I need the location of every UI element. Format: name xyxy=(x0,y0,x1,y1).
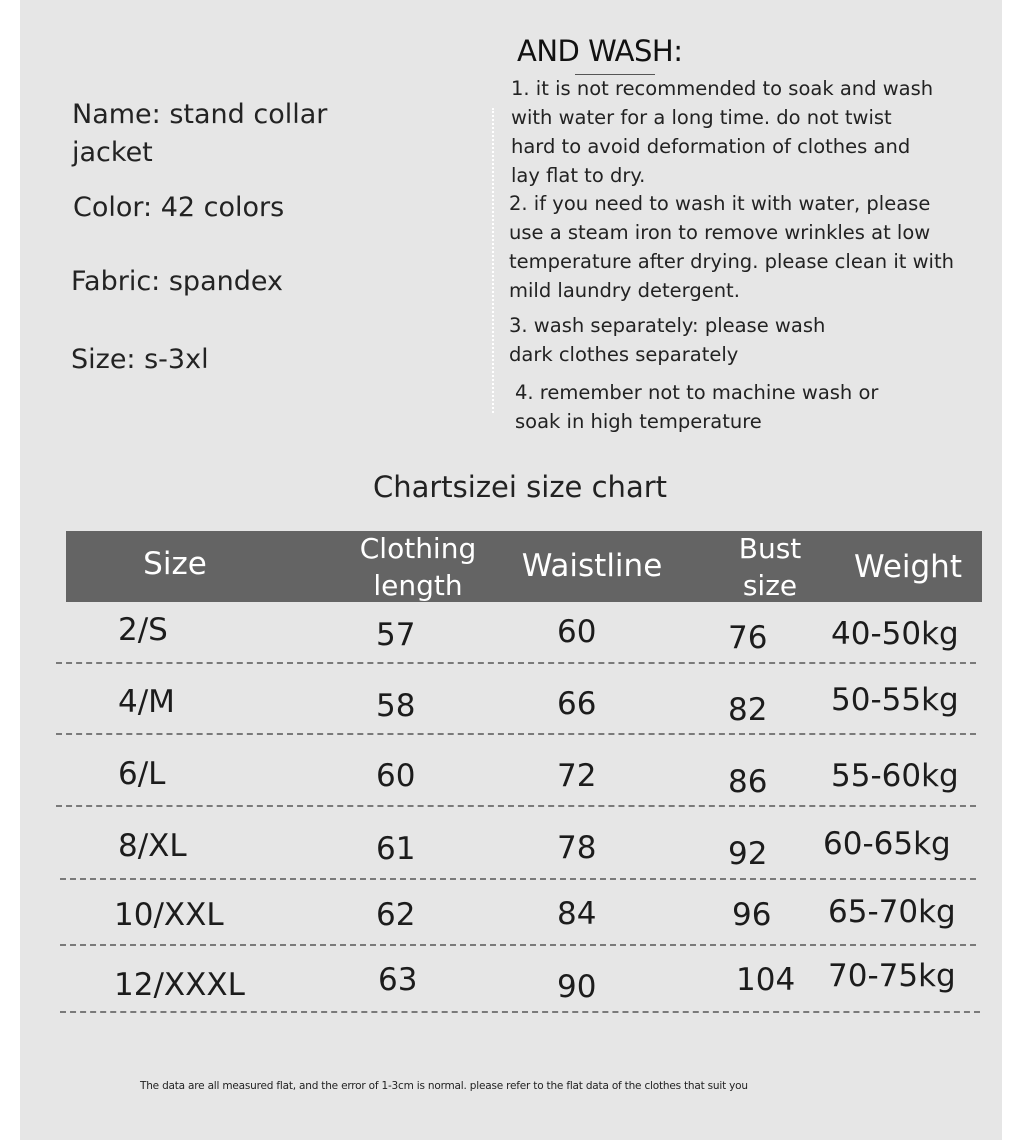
wash-instruction-3 xyxy=(509,311,825,369)
wash-line: 1. it is not recommended to soak and wash xyxy=(511,77,934,100)
wash-line: hard to avoid deformation of clothes and xyxy=(511,135,911,158)
product-name-line-2: jacket xyxy=(72,137,153,168)
product-fabric: Fabric: spandex xyxy=(71,266,283,297)
cell-bust-size: 92 xyxy=(728,836,768,872)
cell-bust-size: 104 xyxy=(736,962,796,998)
cell-weight: 50-55kg xyxy=(831,682,959,718)
row-divider xyxy=(56,733,976,735)
product-size: Size: s-3xl xyxy=(71,344,209,375)
cell-size: 6/L xyxy=(118,756,166,792)
cell-waistline: 78 xyxy=(557,830,597,866)
cell-size: 4/M xyxy=(118,684,175,720)
wash-line: lay flat to dry. xyxy=(511,164,646,187)
cell-bust-size: 96 xyxy=(732,897,772,933)
cell-clothing-length: 60 xyxy=(376,758,416,794)
product-name xyxy=(72,96,327,172)
wash-line: 4. remember not to machine wash or xyxy=(515,381,879,404)
header-size: Size xyxy=(143,546,207,582)
cell-size: 12/XXXL xyxy=(114,967,245,1003)
header-bust-size xyxy=(710,530,830,604)
header-line: Clothing xyxy=(359,532,477,565)
wash-line: dark clothes separately xyxy=(509,343,739,366)
cell-bust-size: 76 xyxy=(728,620,768,656)
wash-line: with water for a long time. do not twist xyxy=(511,106,892,129)
row-divider xyxy=(60,878,976,880)
cell-waistline: 72 xyxy=(557,758,597,794)
footnote: The data are all measured flat, and the error of 1-3cm is normal. please refer to the flat data of the clothes that suit you xyxy=(140,1080,748,1092)
cell-clothing-length: 57 xyxy=(376,617,416,653)
cell-bust-size: 82 xyxy=(728,692,768,728)
cell-weight: 40-50kg xyxy=(831,616,959,652)
cell-weight: 55-60kg xyxy=(831,758,959,794)
wash-line: soak in high temperature xyxy=(515,410,762,433)
cell-weight: 70-75kg xyxy=(828,958,956,994)
cell-waistline: 90 xyxy=(557,969,597,1005)
wash-line: mild laundry detergent. xyxy=(509,279,740,302)
row-divider xyxy=(60,944,976,946)
cell-size: 2/S xyxy=(118,612,168,648)
wash-line: use a steam iron to remove wrinkles at low xyxy=(509,221,931,244)
header-clothing-length xyxy=(338,530,498,604)
wash-instruction-1 xyxy=(511,74,933,190)
cell-waistline: 66 xyxy=(557,686,597,722)
cell-clothing-length: 58 xyxy=(376,688,416,724)
wash-line: 2. if you need to wash it with water, please xyxy=(509,192,931,215)
wash-line: temperature after drying. please clean it with xyxy=(509,250,954,273)
row-divider xyxy=(56,662,976,664)
cell-size: 10/XXL xyxy=(114,897,224,933)
header-waistline: Waistline xyxy=(521,548,663,584)
header-line: Bust xyxy=(738,532,802,565)
header-line: length xyxy=(373,569,463,602)
product-color: Color: 42 colors xyxy=(73,192,285,223)
cell-waistline: 60 xyxy=(557,614,597,650)
chart-title: Chartsizei size chart xyxy=(372,470,668,504)
wash-instruction-4 xyxy=(515,378,878,436)
cell-weight: 60-65kg xyxy=(823,826,951,862)
size-chart-card xyxy=(20,0,1002,1140)
cell-size: 8/XL xyxy=(118,828,187,864)
wash-line: 3. wash separately: please wash xyxy=(509,314,826,337)
cell-weight: 65-70kg xyxy=(828,894,956,930)
cell-clothing-length: 62 xyxy=(376,897,416,933)
wash-title: AND WASH: xyxy=(517,34,683,68)
header-weight: Weight xyxy=(853,549,962,585)
row-divider xyxy=(60,1011,980,1013)
wash-instruction-2 xyxy=(509,189,954,305)
divider xyxy=(492,108,494,413)
cell-clothing-length: 61 xyxy=(376,831,416,867)
row-divider xyxy=(56,805,976,807)
product-name-line-1: Name: stand collar xyxy=(72,99,328,130)
cell-clothing-length: 63 xyxy=(378,962,418,998)
cell-waistline: 84 xyxy=(557,896,597,932)
cell-bust-size: 86 xyxy=(728,764,768,800)
header-line: size xyxy=(742,569,798,602)
